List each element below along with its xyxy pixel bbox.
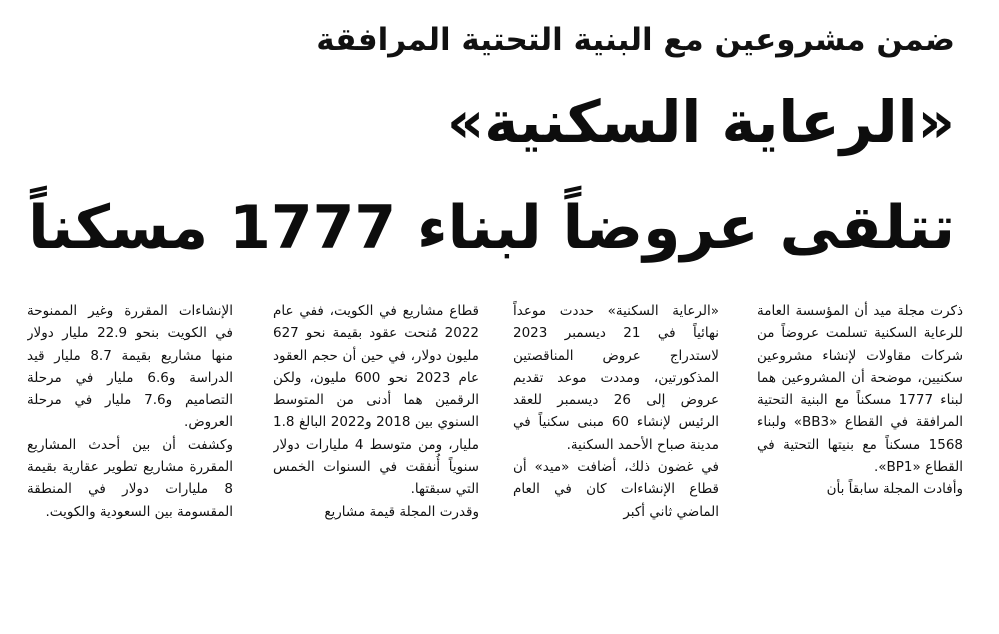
- text-column-2: [513, 300, 719, 600]
- paragraph: في غضون ذلك، أضافت «ميد» أن قطاع الإنشاءات كان في العام الماضي ثاني أكبر: [513, 459, 719, 520]
- article-body: [27, 300, 963, 600]
- paragraph: وقدرت المجلة قيمة مشاريع: [324, 503, 479, 520]
- headline-line-2: تتلقى عروضاً لبناء 1777 مسكناً: [28, 193, 955, 263]
- article-kicker: ضمن مشروعين مع البنية التحتية المرافقة: [316, 22, 955, 58]
- paragraph: الإنشاءات المقررة وغير الممنوحة في الكويت بنحو 22.9 مليار دولار منها مشاريع بقيمة 8.7 مليار قيد الدراسة و6.6 مليار في مرحلة التصاميم و7.6 مليار في مرحلة العروض.: [27, 303, 233, 431]
- text-column-4: [27, 300, 233, 600]
- paragraph: «الرعاية السكنية» حددت موعداً نهائياً في 21 ديسمبر 2023 لاستدراج عروض المناقصتين المذكورتين، ومددت موعد تقديم عروض إلى 26 ديسمبر للعقد الرئيس لإنشاء 60 مبنى سكنياً في مدينة صباح الأحمد السكنية.: [513, 303, 719, 453]
- text-column-3: [273, 300, 479, 600]
- headline-line-1: «الرعاية السكنية»: [446, 88, 955, 156]
- paragraph: وأفادت المجلة سابقاً بأن: [826, 481, 963, 498]
- text-column-1: [757, 300, 963, 600]
- paragraph: قطاع مشاريع في الكويت، ففي عام 2022 مُنحت عقود بقيمة نحو 627 مليون دولار، في حين أن حجم العقود عام 2023 نحو 600 مليون، ولكن الرقمين هما أدنى من المتوسط السنوي بين 2018 و2022 البالغ 1.8 مليار، ومن متوسط 4 مليارات دولار سنوياً أُنفقت في السنوات الخمس التي سبقتها.: [273, 303, 479, 498]
- paragraph: ذكرت مجلة ميد أن المؤسسة العامة للرعاية السكنية تسلمت عروضاً من شركات مقاولات لإنشاء مشروعين سكنيين، موضحة أن المشروعين هما لبناء 1777 مسكناً مع البنية التحتية المرافقة في القطاع «BB3» ولبناء 1568 مسكناً مع بنيتها التحتية في القطاع «BP1».: [757, 303, 963, 476]
- paragraph: وكشفت أن بين أحدث المشاريع المقررة مشاريع تطوير عقارية بقيمة 8 مليارات دولار في المنطقة المقسومة بين السعودية والكويت.: [27, 436, 233, 520]
